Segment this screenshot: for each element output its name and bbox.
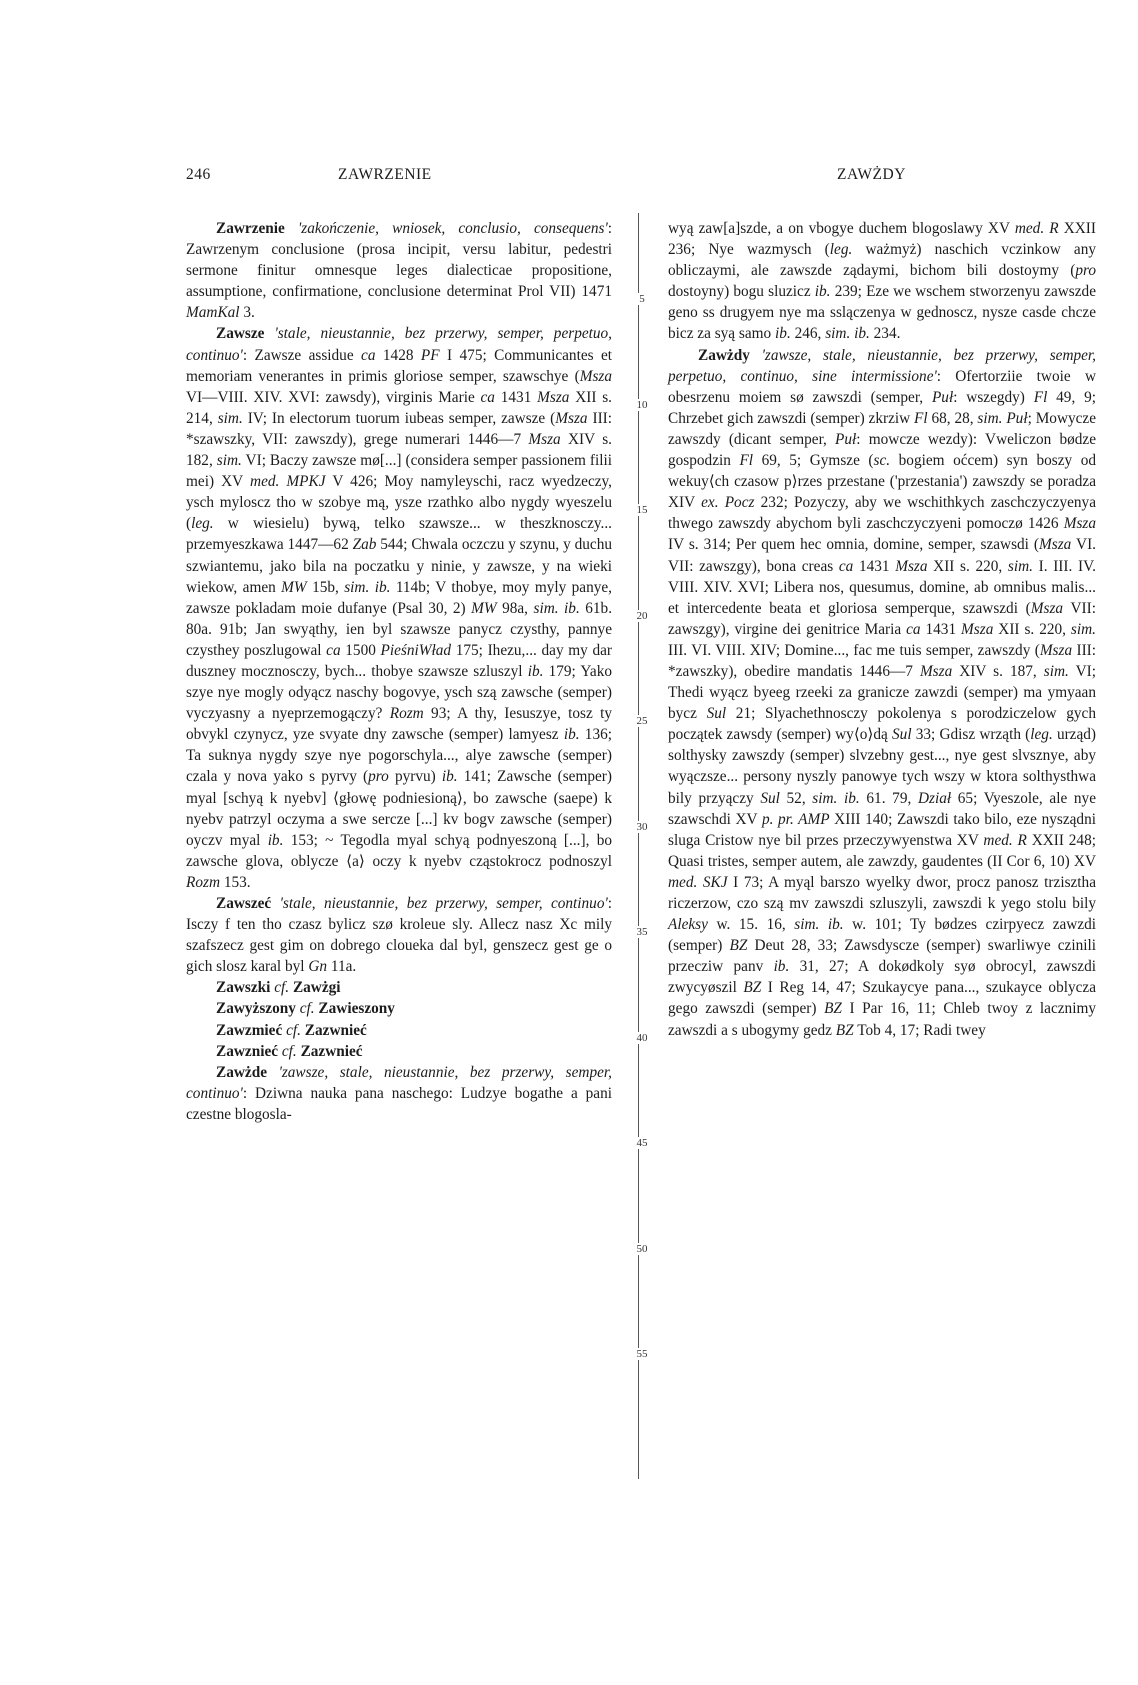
headword: Zawsze xyxy=(216,325,265,343)
source-siglum: Sul xyxy=(706,705,727,723)
running-head-right: ZAWŻDY xyxy=(837,166,906,183)
entry-text: XII s. 220, xyxy=(993,620,1071,638)
source-siglum: sim. ib. xyxy=(812,789,860,807)
line-number: 5 xyxy=(634,293,650,305)
source-siglum: p. pr. AMP xyxy=(761,810,830,828)
entry-text: VI—VIII. XIV. XVI: zawsdy), virginis Marie xyxy=(186,388,481,406)
cf-marker: cf. xyxy=(299,1000,315,1018)
source-siglum: sim. ib. xyxy=(794,916,844,934)
entry-text: 61. 79, xyxy=(859,789,918,807)
entry-text: 246, xyxy=(790,325,826,343)
source-siglum: PieśniWład xyxy=(380,641,452,659)
cf-marker: cf. xyxy=(286,1021,301,1039)
source-siglum: ib. xyxy=(814,283,831,301)
source-siglum: sc. xyxy=(873,452,891,470)
entry-text: 33; Gdisz wrząth ( xyxy=(911,726,1031,744)
entry-text: 1428 xyxy=(375,346,421,364)
entry-text: 136; Ta suknya nygdy szye nye pogorschyla..., alye zawsche (semper) czala y nova yako s pyrvy ( xyxy=(186,726,612,786)
entry-text: XII s. 220, xyxy=(927,557,1008,575)
entry-text: VII: zawszgy), virgine dei genitrice Maria xyxy=(668,599,1096,638)
source-siglum: med. SKJ xyxy=(668,873,728,891)
source-siglum: Msza xyxy=(555,409,588,427)
source-siglum: Fl xyxy=(914,409,928,427)
entry-text: I. III. IV. VIII. XIV. XVI; Libera nos, quesumus, domine, ab omnibus malis... et intercedente beata et gloriosa semperque, szawszdi ( xyxy=(668,557,1096,617)
entry-text: 153; ~ Tegodla myal schyą podnyeszoną [...], bo zawsche glova, oblycze ⟨a⟩ oczy k nyebv cząstokrocz podnoszyl xyxy=(186,831,612,870)
left-column xyxy=(186,218,612,1125)
entry-text: VI; Thedi wyącz byeeg rzeeki za granicze zawzdi (semper) ma ymyaan bycz xyxy=(668,662,1096,723)
entry-text: XIV s. 187, xyxy=(952,662,1044,680)
source-siglum: BZ xyxy=(743,979,762,997)
entry-text: I 73; A myąl barszo wyelky dwor, procz panosz trzisztha riczerzow, czo szą mv zawszdi szluszyli, zawszdi k yego stolu bily xyxy=(668,873,1096,912)
entry-text: 232; Pozyczy, aby we wschithkych zaschczyczyenya thwego zawszdy abychom byli zaschczyczyeni pomoczø 1426 xyxy=(668,494,1096,533)
entry-text: wyą zaw[a]szde, a on vbogye duchem blogoslawy XV xyxy=(668,220,1015,237)
headword: Zawzmieć xyxy=(216,1021,283,1039)
entry-text xyxy=(267,1064,279,1081)
entry-text: V 426; Moy namyleyschi, racz wyedzeczy, ysch myloscz tho w szobye mą, ysze rzathko albo nygdy wyeszelu ( xyxy=(186,473,613,533)
source-siglum: ib. xyxy=(267,831,284,849)
entry-text: ; Mowycze zawszdy (dicant semper, xyxy=(668,409,1097,448)
xref-target: Zawieszony xyxy=(318,1000,395,1018)
xref-entry xyxy=(186,1020,612,1041)
xref-target: Zawżgi xyxy=(292,979,341,997)
entry-text: 1431 xyxy=(853,557,896,575)
source-siglum: Rozm xyxy=(186,873,220,891)
source-siglum: Aleksy xyxy=(668,916,708,934)
entry-text: Tob 4, 17; Radi twey xyxy=(853,1021,986,1039)
source-siglum: med. R xyxy=(983,831,1027,849)
entry-text: 69, 5; Gymsze ( xyxy=(753,452,874,470)
source-siglum: pro xyxy=(368,768,389,786)
entry-text: VI; Baczy zawsze mø[...] (considera semper passionem filii mei) XV xyxy=(186,452,613,491)
line-number: 25 xyxy=(634,715,650,727)
definition: 'zawsze, stale, nieustannie, bez przerwy, semper, continuo' xyxy=(186,1063,612,1102)
entry-text: I Reg 14, 47; Szukaycye pana..., szukayce oblycza gego zawszdi (semper) xyxy=(668,979,1096,1018)
definition: 'zawsze, stale, nieustannie, bez przerwy, semper, perpetuo, continuo, sine intermissione' xyxy=(668,346,1097,385)
entry-text: pyrvu) xyxy=(388,768,442,786)
source-siglum: ib. xyxy=(527,662,544,680)
source-siglum: Msza xyxy=(579,367,612,385)
entry-text: I 475; Communicantes et memoriam venerantes in primis gloriose semper, szawschye ( xyxy=(186,346,613,385)
headword: Zawżde xyxy=(216,1063,267,1081)
source-siglum: Dział xyxy=(917,789,952,807)
source-siglum: sim. ib. xyxy=(533,599,580,617)
source-siglum: sim. xyxy=(1007,557,1033,575)
definition: 'stale, nieustannie, bez przerwy, semper, continuo' xyxy=(279,895,608,912)
entry-text: 61b. 80a. 91b; Jan swyąthy, ien byl szawsze panycz czysthy, pannye czysthey poszlugowal xyxy=(186,599,613,659)
headword: Zawznieć xyxy=(216,1042,279,1060)
source-siglum: PF xyxy=(420,346,440,364)
entry-text: 179; Yako szye nye mogly odyącz naschy bogovye, ysch szą zawsche (semper) vyczyasny a nyeprzemogączy? xyxy=(186,662,612,723)
source-siglum: sim. xyxy=(1070,620,1096,638)
entry-text: 234. xyxy=(869,325,901,343)
headword: Zawyższony xyxy=(216,1000,296,1018)
entry-zawrzenie xyxy=(186,218,612,323)
xref-target: Zazwnieć xyxy=(304,1021,367,1039)
entry-text: VI. VII: zawszgy), bona creas xyxy=(668,536,1097,575)
source-siglum: ib. xyxy=(775,325,791,343)
entry-text: III. VI. VIII. XIV; Domine..., fac me tuis semper, zawszdy ( xyxy=(668,641,1040,659)
source-siglum: sim. ib. xyxy=(344,578,391,596)
entry-text: bogiem oćcem) syn boszy od wekuy⟨ch czasow p⟩rzes przestane ('przestania') zawszdy se poradza XIV xyxy=(668,452,1096,512)
entry-text: 93; A thy, Iesuszye, tosz ty obvykl czynycz, yze svyate dny zawsche (semper) lamyesz xyxy=(186,705,612,744)
source-siglum: ib. xyxy=(563,726,580,744)
entry-zawzde xyxy=(186,1062,612,1125)
source-siglum: Rozm xyxy=(389,705,424,723)
entry-text xyxy=(264,325,274,342)
entry-zawzde-continued xyxy=(668,218,1096,345)
line-number: 20 xyxy=(634,610,650,622)
entry-text: 98a, xyxy=(496,599,534,617)
entry-text: IV s. 314; Per quem hec omnia, domine, semper, szawsdi ( xyxy=(668,536,1040,554)
line-number: 10 xyxy=(634,399,650,411)
cf-marker: cf. xyxy=(281,1042,297,1060)
entry-text xyxy=(750,347,762,364)
source-siglum: Puł xyxy=(835,430,857,448)
definition: 'zakończenie, wniosek, conclusio, consequens' xyxy=(297,220,608,237)
line-number: 40 xyxy=(634,1032,650,1044)
entry-text: 175; Ihezu,... day my dar duszney mocznosczy, bych... thobye szawsze szluszyl xyxy=(186,641,612,680)
entry-text: 65; Vyeszole, ale nye szawschdi XV xyxy=(668,789,1096,828)
xref-entry xyxy=(186,977,612,998)
source-siglum: pro xyxy=(1075,262,1096,280)
right-column xyxy=(668,218,1096,1041)
entry-zawzdy xyxy=(668,345,1096,1041)
source-siglum: MW xyxy=(471,599,497,617)
entry-text: 31, 27; A dokødkoly syø obrocyl, zawszdi zwycyøszil xyxy=(668,958,1096,997)
source-siglum: Msza xyxy=(1030,599,1064,617)
source-siglum: Msza xyxy=(537,388,570,406)
entry-text: : wszegdy) xyxy=(953,388,1034,406)
source-siglum: ca xyxy=(326,641,341,659)
line-number: 15 xyxy=(634,504,650,516)
entry-zawszec xyxy=(186,893,612,977)
source-siglum: Msza xyxy=(961,620,994,638)
source-siglum: sim. ib. xyxy=(825,325,870,343)
entry-text: ważmyż) naschich vczinkow any obliczaymi, ale zawszde ządaymi, bichom bili dostoymy ( xyxy=(668,241,1096,280)
source-siglum: BZ xyxy=(729,937,748,955)
source-siglum: Gn xyxy=(308,958,328,976)
entry-text: XXII 236; Nye wazmysch ( xyxy=(668,220,1096,259)
entry-text: 15b, xyxy=(306,578,345,596)
entry-text: III: *zawszky), obedire mandatis 1446—7 xyxy=(668,641,1097,680)
entry-text: 11a. xyxy=(327,958,357,976)
cf-marker: cf. xyxy=(274,979,290,997)
definition: 'stale, nieustannie, bez przerwy, semper, perpetuo, continuo' xyxy=(186,325,613,364)
source-siglum: Msza xyxy=(1039,536,1072,554)
line-number: 45 xyxy=(634,1137,650,1149)
entry-text: 68, 28, xyxy=(927,409,978,427)
source-siglum: ca xyxy=(838,557,854,575)
source-siglum: Sul xyxy=(892,726,912,744)
entry-text: w wiesielu) bywą, telko szawsze... w theszknosczy... przemyeszkawa 1447—62 xyxy=(186,515,612,554)
source-siglum: Puł xyxy=(931,388,954,406)
line-number: 55 xyxy=(634,1348,650,1360)
source-siglum: sim. xyxy=(1043,662,1069,680)
entry-text: : Isczy f ten tho czasz bylicz szø kroleue sly. Allecz nasz Xc mily szafszecz gest gim on dobrego cloueka dal byl, genszecz gest ge o gich slosz karal byl xyxy=(186,895,612,976)
entry-text: IV; In electorum tuorum iubeas semper, zawsze ( xyxy=(242,409,556,427)
source-siglum: sim. xyxy=(217,409,243,427)
source-siglum: ca xyxy=(906,620,921,638)
source-siglum: med. MPKJ xyxy=(250,473,326,491)
source-siglum: Msza xyxy=(1039,641,1073,659)
entry-text: 3. xyxy=(239,304,255,322)
source-siglum: ca xyxy=(361,346,376,364)
source-siglum: BZ xyxy=(824,1000,842,1018)
source-siglum: Msza xyxy=(1063,515,1096,533)
source-siglum: med. R xyxy=(1014,220,1059,237)
source-siglum: Fl xyxy=(1033,388,1048,406)
entry-text: urząd) solthysky zawszdy (semper) slvzebny gest..., nye gest slvsznye, aby wyączsze... persony nyszly panowye tych wszy w ktora solthysthwa bily przyączy xyxy=(668,726,1097,807)
entry-text: 52, xyxy=(779,789,813,807)
running-head-left: ZAWRZENIE xyxy=(338,166,432,183)
source-siglum: ib. xyxy=(441,768,458,786)
page-number: 246 xyxy=(186,166,211,183)
entry-text: XXII 248; Quasi tristes, semper autem, ale zawzdy, gaudentes (II Cor 6, 10) XV xyxy=(668,831,1096,870)
source-siglum: ex. Pocz xyxy=(701,494,755,512)
entry-text: w. 15. 16, xyxy=(707,916,795,934)
entry-text: XIV s. 182, xyxy=(186,430,612,470)
entry-text: III: *szawszky, VII: zawszdy), grege numerari 1446—7 xyxy=(186,409,613,448)
source-siglum: Msza xyxy=(895,557,928,575)
xref-entry xyxy=(186,1041,612,1062)
source-siglum: sim. Puł xyxy=(977,409,1028,427)
source-siglum: Fl xyxy=(739,452,754,470)
source-siglum: MamKal xyxy=(186,304,240,322)
line-number: 30 xyxy=(634,821,650,833)
source-siglum: leg. xyxy=(1030,726,1053,744)
xref-entry xyxy=(186,998,612,1019)
source-siglum: BZ xyxy=(835,1021,854,1039)
entry-text: : Zawsze assidue xyxy=(242,346,362,364)
source-siglum: Msza xyxy=(528,430,561,448)
entry-text: : Zawrzenym conclusione (prosa incipit, versu labitur, pedestri sermone finitur omnesque leges dialecticae propositione, assumptione, confirmatione, conclusione determinat Prol VII) 1471 xyxy=(186,220,612,301)
entry-text: XIII 140; Zawszdi tako bilo, eze nysządni sluga Cristow nye bil przes przeczywyenstwa XV xyxy=(668,810,1096,849)
source-siglum: Sul xyxy=(760,789,780,807)
xref-target: Zazwnieć xyxy=(300,1042,363,1060)
entry-text: w. 101; Ty bødzes czirpyecz zawzdi (semper) xyxy=(668,916,1097,955)
entry-text: XII s. 214, xyxy=(186,388,612,427)
headword: Zawrzenie xyxy=(216,220,285,237)
entry-text: dostoyny) bogu sluzicz xyxy=(668,283,815,301)
entry-text: 153. xyxy=(220,873,251,891)
entry-text: Deut 28, 33; Zawsdyscze (semper) swarliwye czinili przecziw panv xyxy=(668,937,1096,976)
entry-text xyxy=(271,895,279,912)
entry-text: 49, 9; Chrzebet gich zawszdi (semper) zkrziw xyxy=(668,388,1096,427)
entry-text: : mowcze wezdy): Vweliczon bødze gospodzin xyxy=(668,430,1096,470)
headword: Zawżdy xyxy=(698,346,750,364)
line-number: 50 xyxy=(634,1243,650,1255)
entry-text: 239; Eze we wschem stworzenyu zawszde geno ss drugyem nye ma sslączenya w gednoscz, nysze casde chcze bicz za syą samo xyxy=(668,283,1096,343)
entry-text: 114b; V thobye, moy myly panye, zawsze pokladam moie dufanye (Psal 30, 2) xyxy=(186,578,612,617)
entry-text: 141; Zawsche (semper) myal [schyą k nyebv] ⟨głowę podniesioną⟩, bo zawsche (saepe) k nyebv patrzyl oczyma a swe sercze [...] kv bogv zawsche (semper) oyczv myal xyxy=(186,768,612,849)
entry-text: 1431 xyxy=(920,620,962,638)
source-siglum: leg. xyxy=(829,241,853,259)
entry-text: : Ofertorziie twoie w obesrzenu moiem sø zawszdi (semper, xyxy=(668,367,1096,406)
entry-text: 21; Slyachethnosczy pokolenya s porodziczelow gych początek zawsdy (semper) wy⟨o⟩dą xyxy=(668,705,1096,744)
source-siglum: leg. xyxy=(191,515,214,533)
source-siglum: Zab xyxy=(352,536,377,554)
source-siglum: Msza xyxy=(919,662,953,680)
entry-zawsze xyxy=(186,323,612,893)
line-number: 35 xyxy=(634,926,650,938)
source-siglum: ca xyxy=(480,388,495,406)
source-siglum: MW xyxy=(281,578,307,596)
source-siglum: sim. xyxy=(216,452,242,470)
entry-text: 544; Chwala oczczu y szynu, y duchu szwiantemu, jako bila na poczatku y ninie, y zawsze, y na wieki wiekow, amen xyxy=(186,536,613,596)
entry-text: I Par 16, 11; Chleb twoy z lacznimy zawszdi a s ubogymy gedz xyxy=(668,1000,1096,1039)
entry-text: 1500 xyxy=(340,641,381,659)
entry-text: : Dziwna nauka pana naschego: Ludzye bogathe a pani czestne blogosla- xyxy=(186,1084,612,1123)
source-siglum: ib. xyxy=(773,958,790,976)
headword: Zawszeć xyxy=(216,895,272,912)
entry-text: 1431 xyxy=(494,388,538,406)
headword: Zawszki xyxy=(216,979,271,997)
entry-text xyxy=(285,220,298,237)
